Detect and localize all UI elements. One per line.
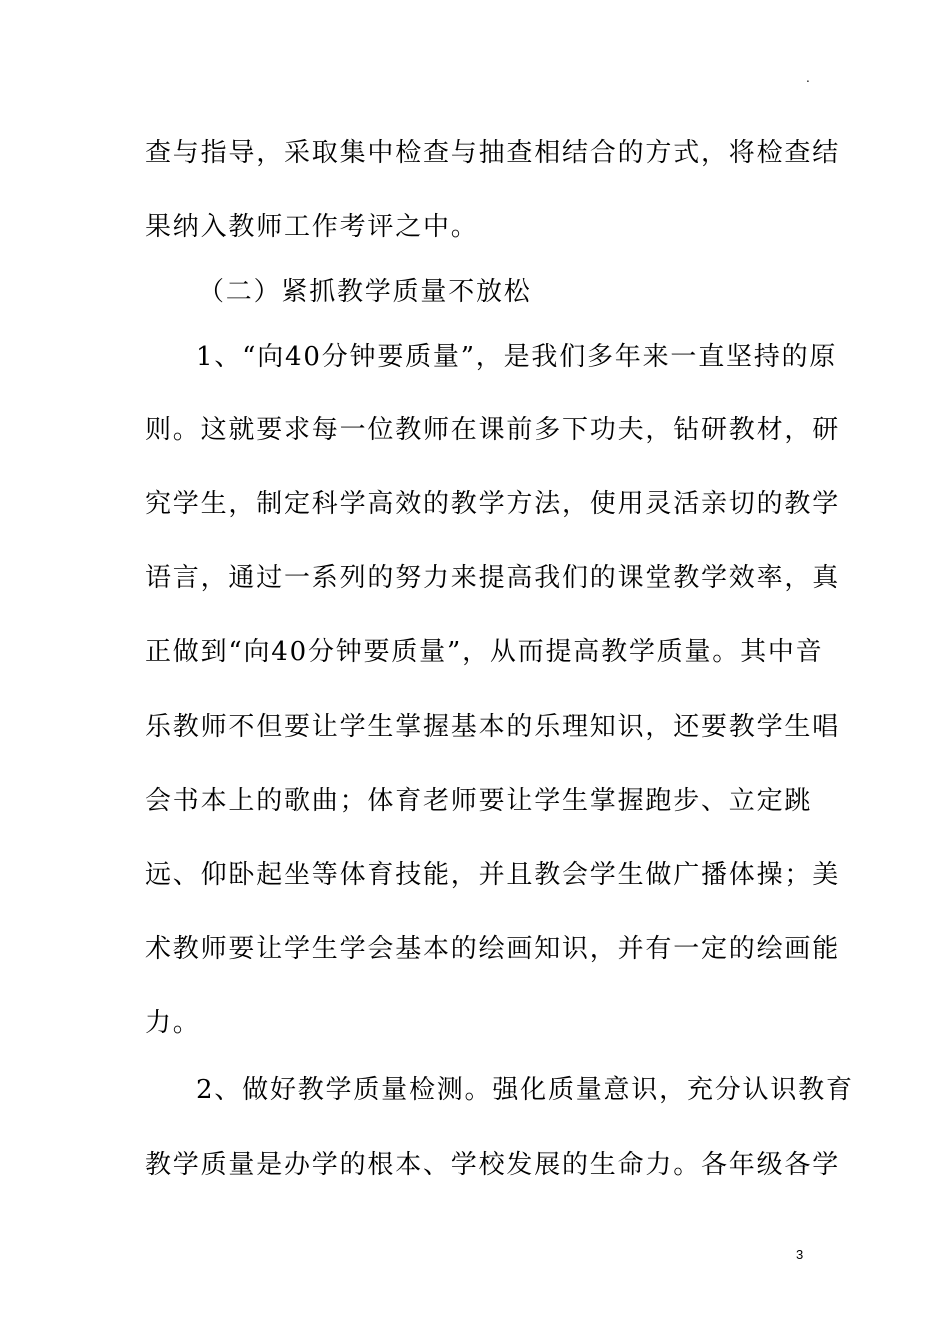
- body-line: 查与指导，采取集中检查与抽查相结合的方式，将检查结: [145, 138, 841, 168]
- body-line: 果纳入教师工作考评之中。: [145, 212, 479, 242]
- body-line: 则。这就要求每一位教师在课前多下功夫，钻研教材，研: [145, 415, 841, 445]
- body-line: 力。: [145, 1008, 201, 1038]
- body-line: 2、做好教学质量检测。强化质量意识，充分认识教育: [196, 1075, 854, 1105]
- page-number: 3: [796, 1247, 804, 1262]
- corner-mark: .: [806, 71, 810, 85]
- body-line: 乐教师不但要让学生掌握基本的乐理知识，还要教学生唱: [145, 712, 841, 742]
- body-line: 远、仰卧起坐等体育技能，并且教会学生做广播体操；美: [145, 860, 841, 890]
- body-line: 究学生，制定科学高效的教学方法，使用灵活亲切的教学: [145, 489, 841, 519]
- body-line: 正做到“向40分钟要质量”，从而提高教学质量。其中音: [145, 637, 824, 667]
- section-heading: （二）紧抓教学质量不放松: [198, 277, 532, 307]
- body-line: 1、“向40分钟要质量”，是我们多年来一直坚持的原: [196, 342, 838, 372]
- body-line: 术教师要让学生学会基本的绘画知识，并有一定的绘画能: [145, 934, 841, 964]
- body-line: 语言，通过一系列的努力来提高我们的课堂教学效率，真: [145, 563, 841, 593]
- body-line: 教学质量是办学的根本、学校发展的生命力。各年级各学: [145, 1150, 841, 1180]
- body-line: 会书本上的歌曲；体育老师要让学生掌握跑步、立定跳: [145, 786, 813, 816]
